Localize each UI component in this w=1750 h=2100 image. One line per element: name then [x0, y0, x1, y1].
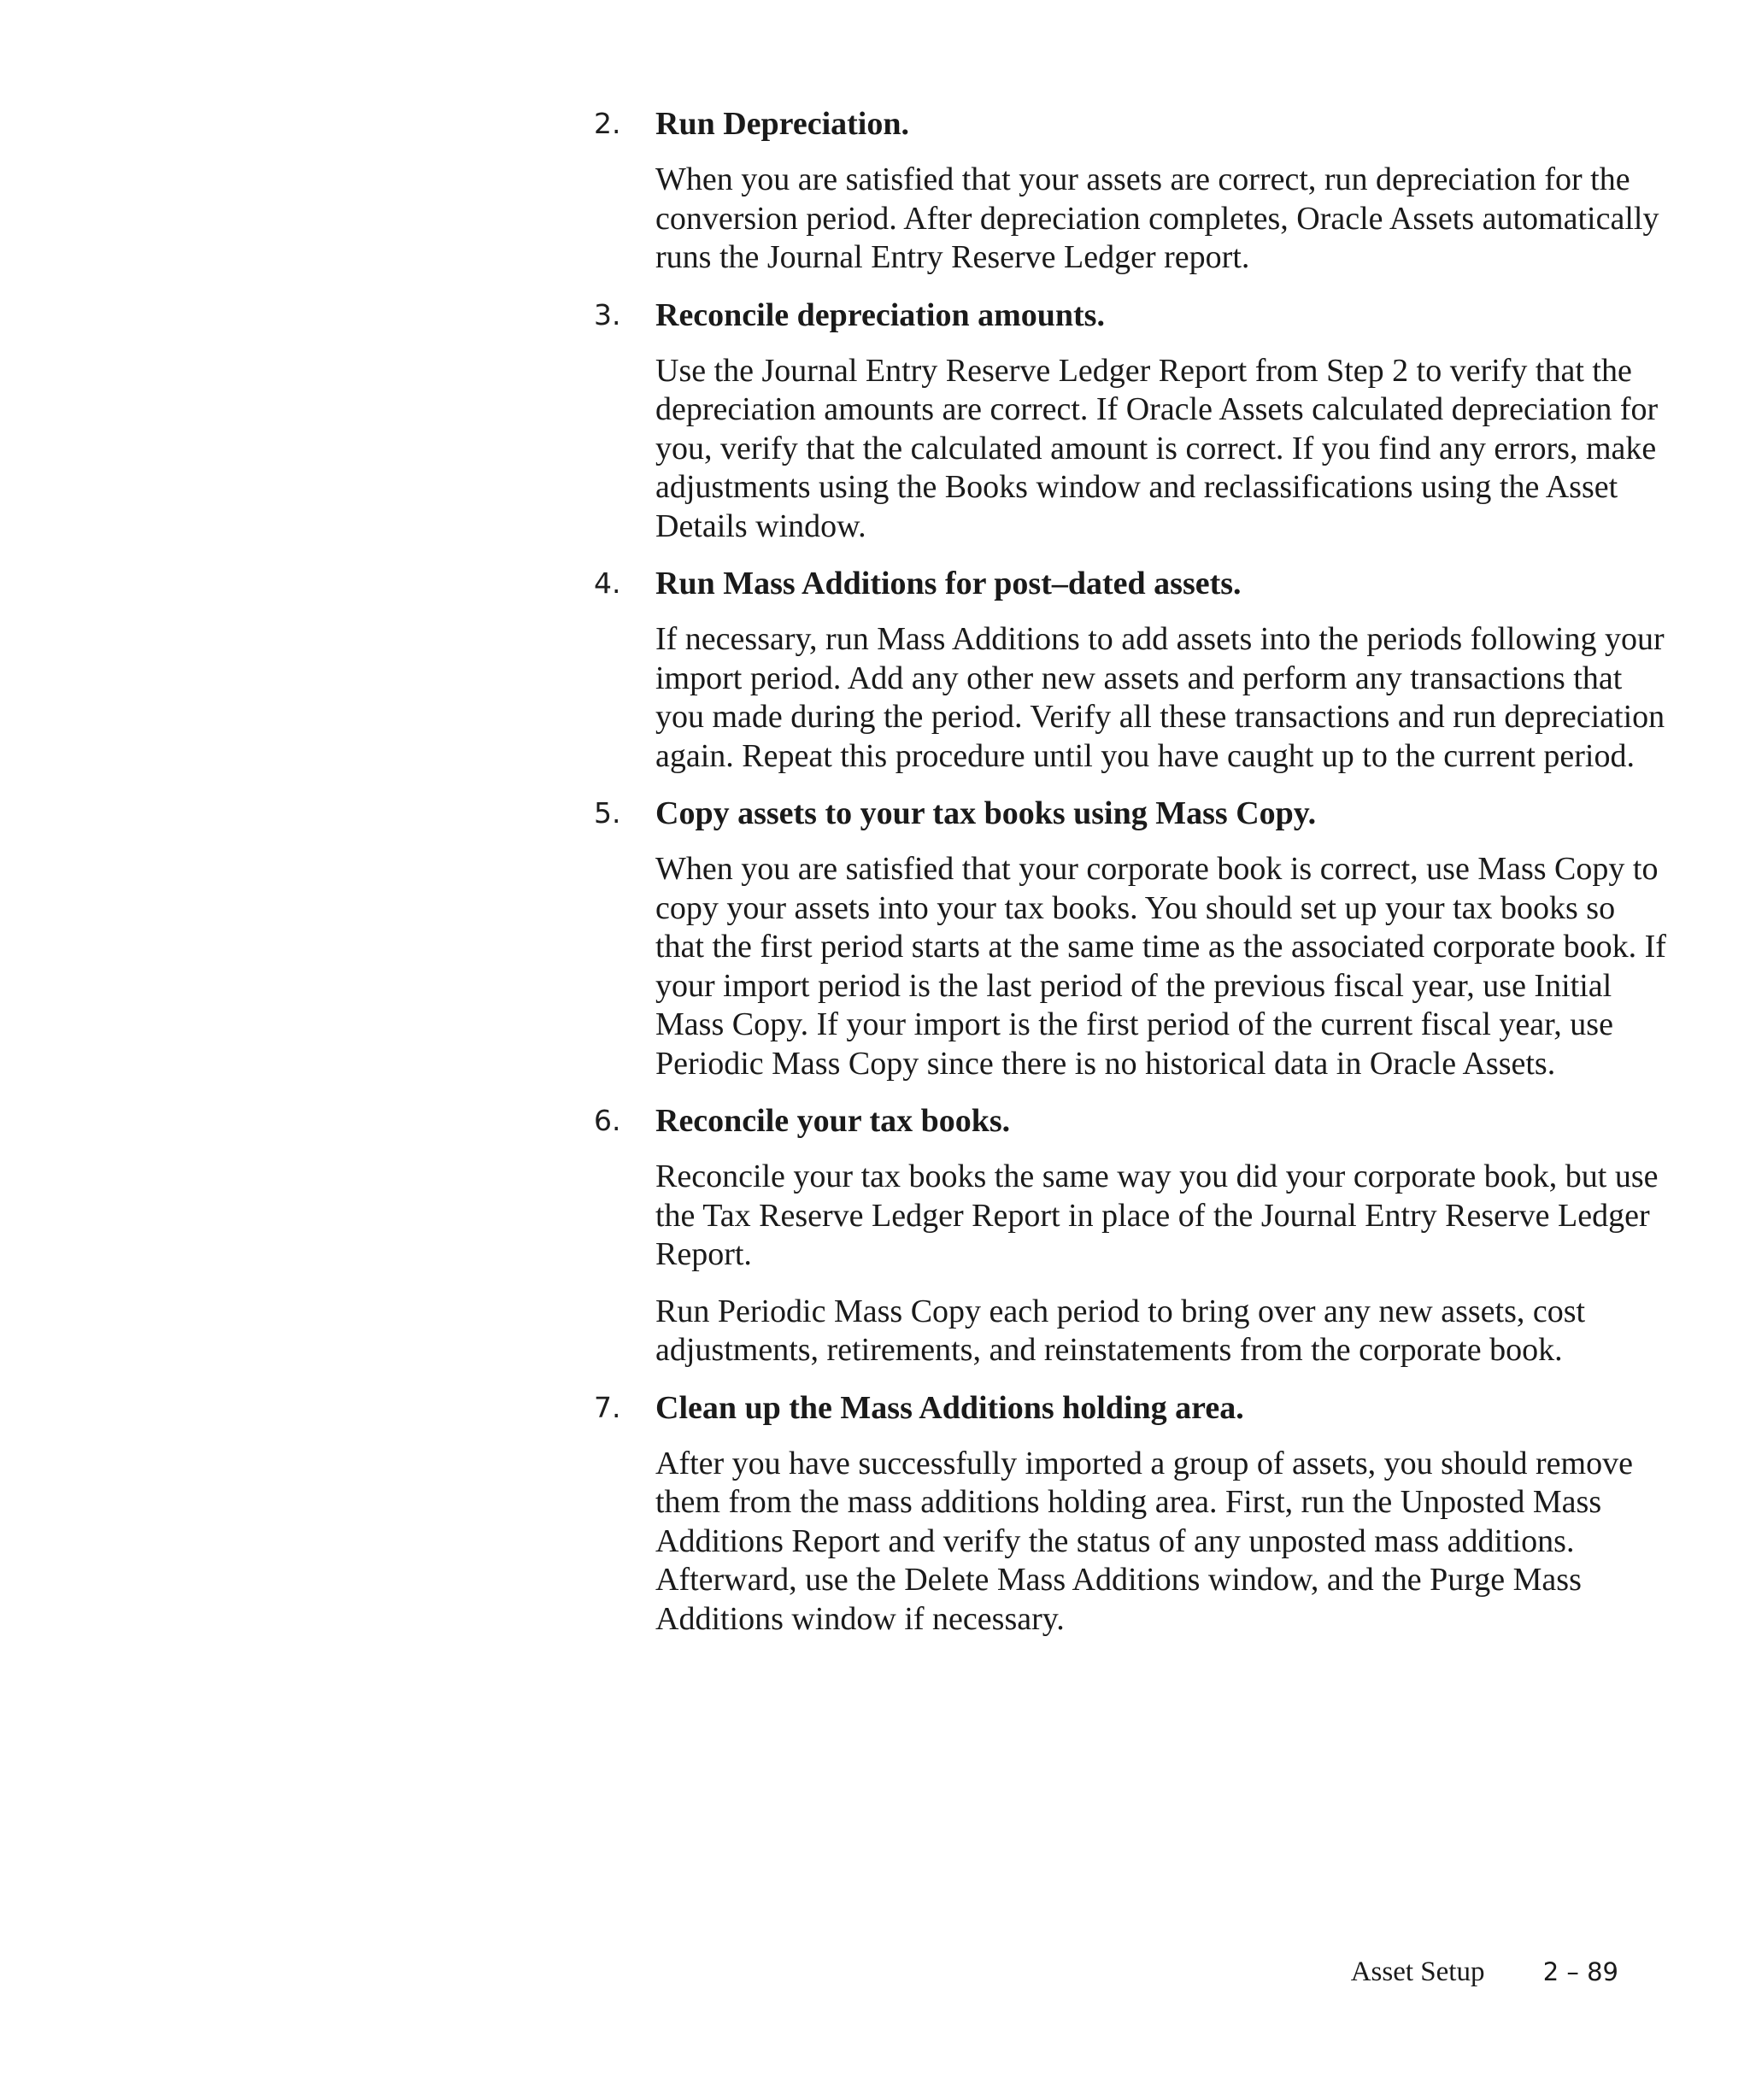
- footer-section-title: Asset Setup: [1350, 1956, 1485, 1987]
- step-paragraph: Reconcile your tax books the same way you did your corporate book, but use the Tax Reserve Ledger Report in place of the Journal Entry Reserve Ledger Report.: [655, 1159, 1659, 1272]
- step-number: 6.: [594, 1104, 621, 1137]
- step-title: Run Mass Additions for post–dated assets.: [655, 566, 1242, 601]
- step-item: [594, 296, 1671, 547]
- step-title: Reconcile depreciation amounts.: [655, 296, 1105, 333]
- step-title: Clean up the Mass Additions holding area.: [655, 1389, 1244, 1426]
- step-item: [594, 794, 1671, 1083]
- step-paragraph: Use the Journal Entry Reserve Ledger Report from Step 2 to verify that the depreciation amounts are correct. If Oracle Assets calculated depreciation for you, verify that the calculated amount is correct. If you find any errors, make adjustments using the Books window and reclassifications using the Asset Details window.: [655, 352, 1659, 544]
- step-item: [594, 1388, 1671, 1640]
- step-paragraph: If necessary, run Mass Additions to add assets into the periods following your import period. Add any other new assets and perform any transactions that you made during the period. Verify all these transactions and run depreciation again. Repeat this procedure until you have caught up to the current period.: [655, 621, 1665, 774]
- step-item: [594, 564, 1671, 776]
- step-number: 5.: [594, 796, 621, 830]
- footer-page-number: 2 – 89: [1542, 1957, 1618, 1986]
- step-number: 2.: [594, 107, 621, 140]
- step-paragraph: When you are satisfied that your assets are correct, run depreciation for the conversion period. After depreciation completes, Oracle Assets automatically runs the Journal Entry Reserve Ledger report.: [655, 161, 1659, 275]
- step-number: 3.: [594, 297, 621, 331]
- step-paragraph: Run Periodic Mass Copy each period to bring over any new assets, cost adjustments, retirements, and reinstatements from the corporate book.: [655, 1293, 1586, 1368]
- page-footer: [1351, 1956, 1618, 1988]
- step-title: Reconcile your tax books.: [655, 1103, 1011, 1139]
- step-paragraph: When you are satisfied that your corporate book is correct, use Mass Copy to copy your assets into your tax books. You should set up your tax books so that the first period starts at the same time as the associated corporate book. If your import period is the last period of the previous fiscal year, use Initial Mass Copy. If your import is the first period of the current fiscal year, use Periodic Mass Copy since there is no historical data in Oracle Assets.: [655, 851, 1666, 1082]
- step-title: Copy assets to your tax books using Mass Copy.: [655, 795, 1317, 831]
- step-number: 7.: [594, 1390, 621, 1424]
- step-number: 4.: [594, 566, 621, 600]
- step-item: [594, 1101, 1671, 1370]
- step-title: Run Depreciation.: [655, 106, 909, 142]
- step-item: [594, 104, 1671, 278]
- step-paragraph: After you have successfully imported a group of assets, you should remove them from the mass additions holding area. First, run the Unposted Mass Additions Report and verify the status of any unposted mass additions. Afterward, use the Delete Mass Additions window, and the Purge Mass Additions window if necessary.: [655, 1445, 1633, 1637]
- step-list: [594, 104, 1671, 1639]
